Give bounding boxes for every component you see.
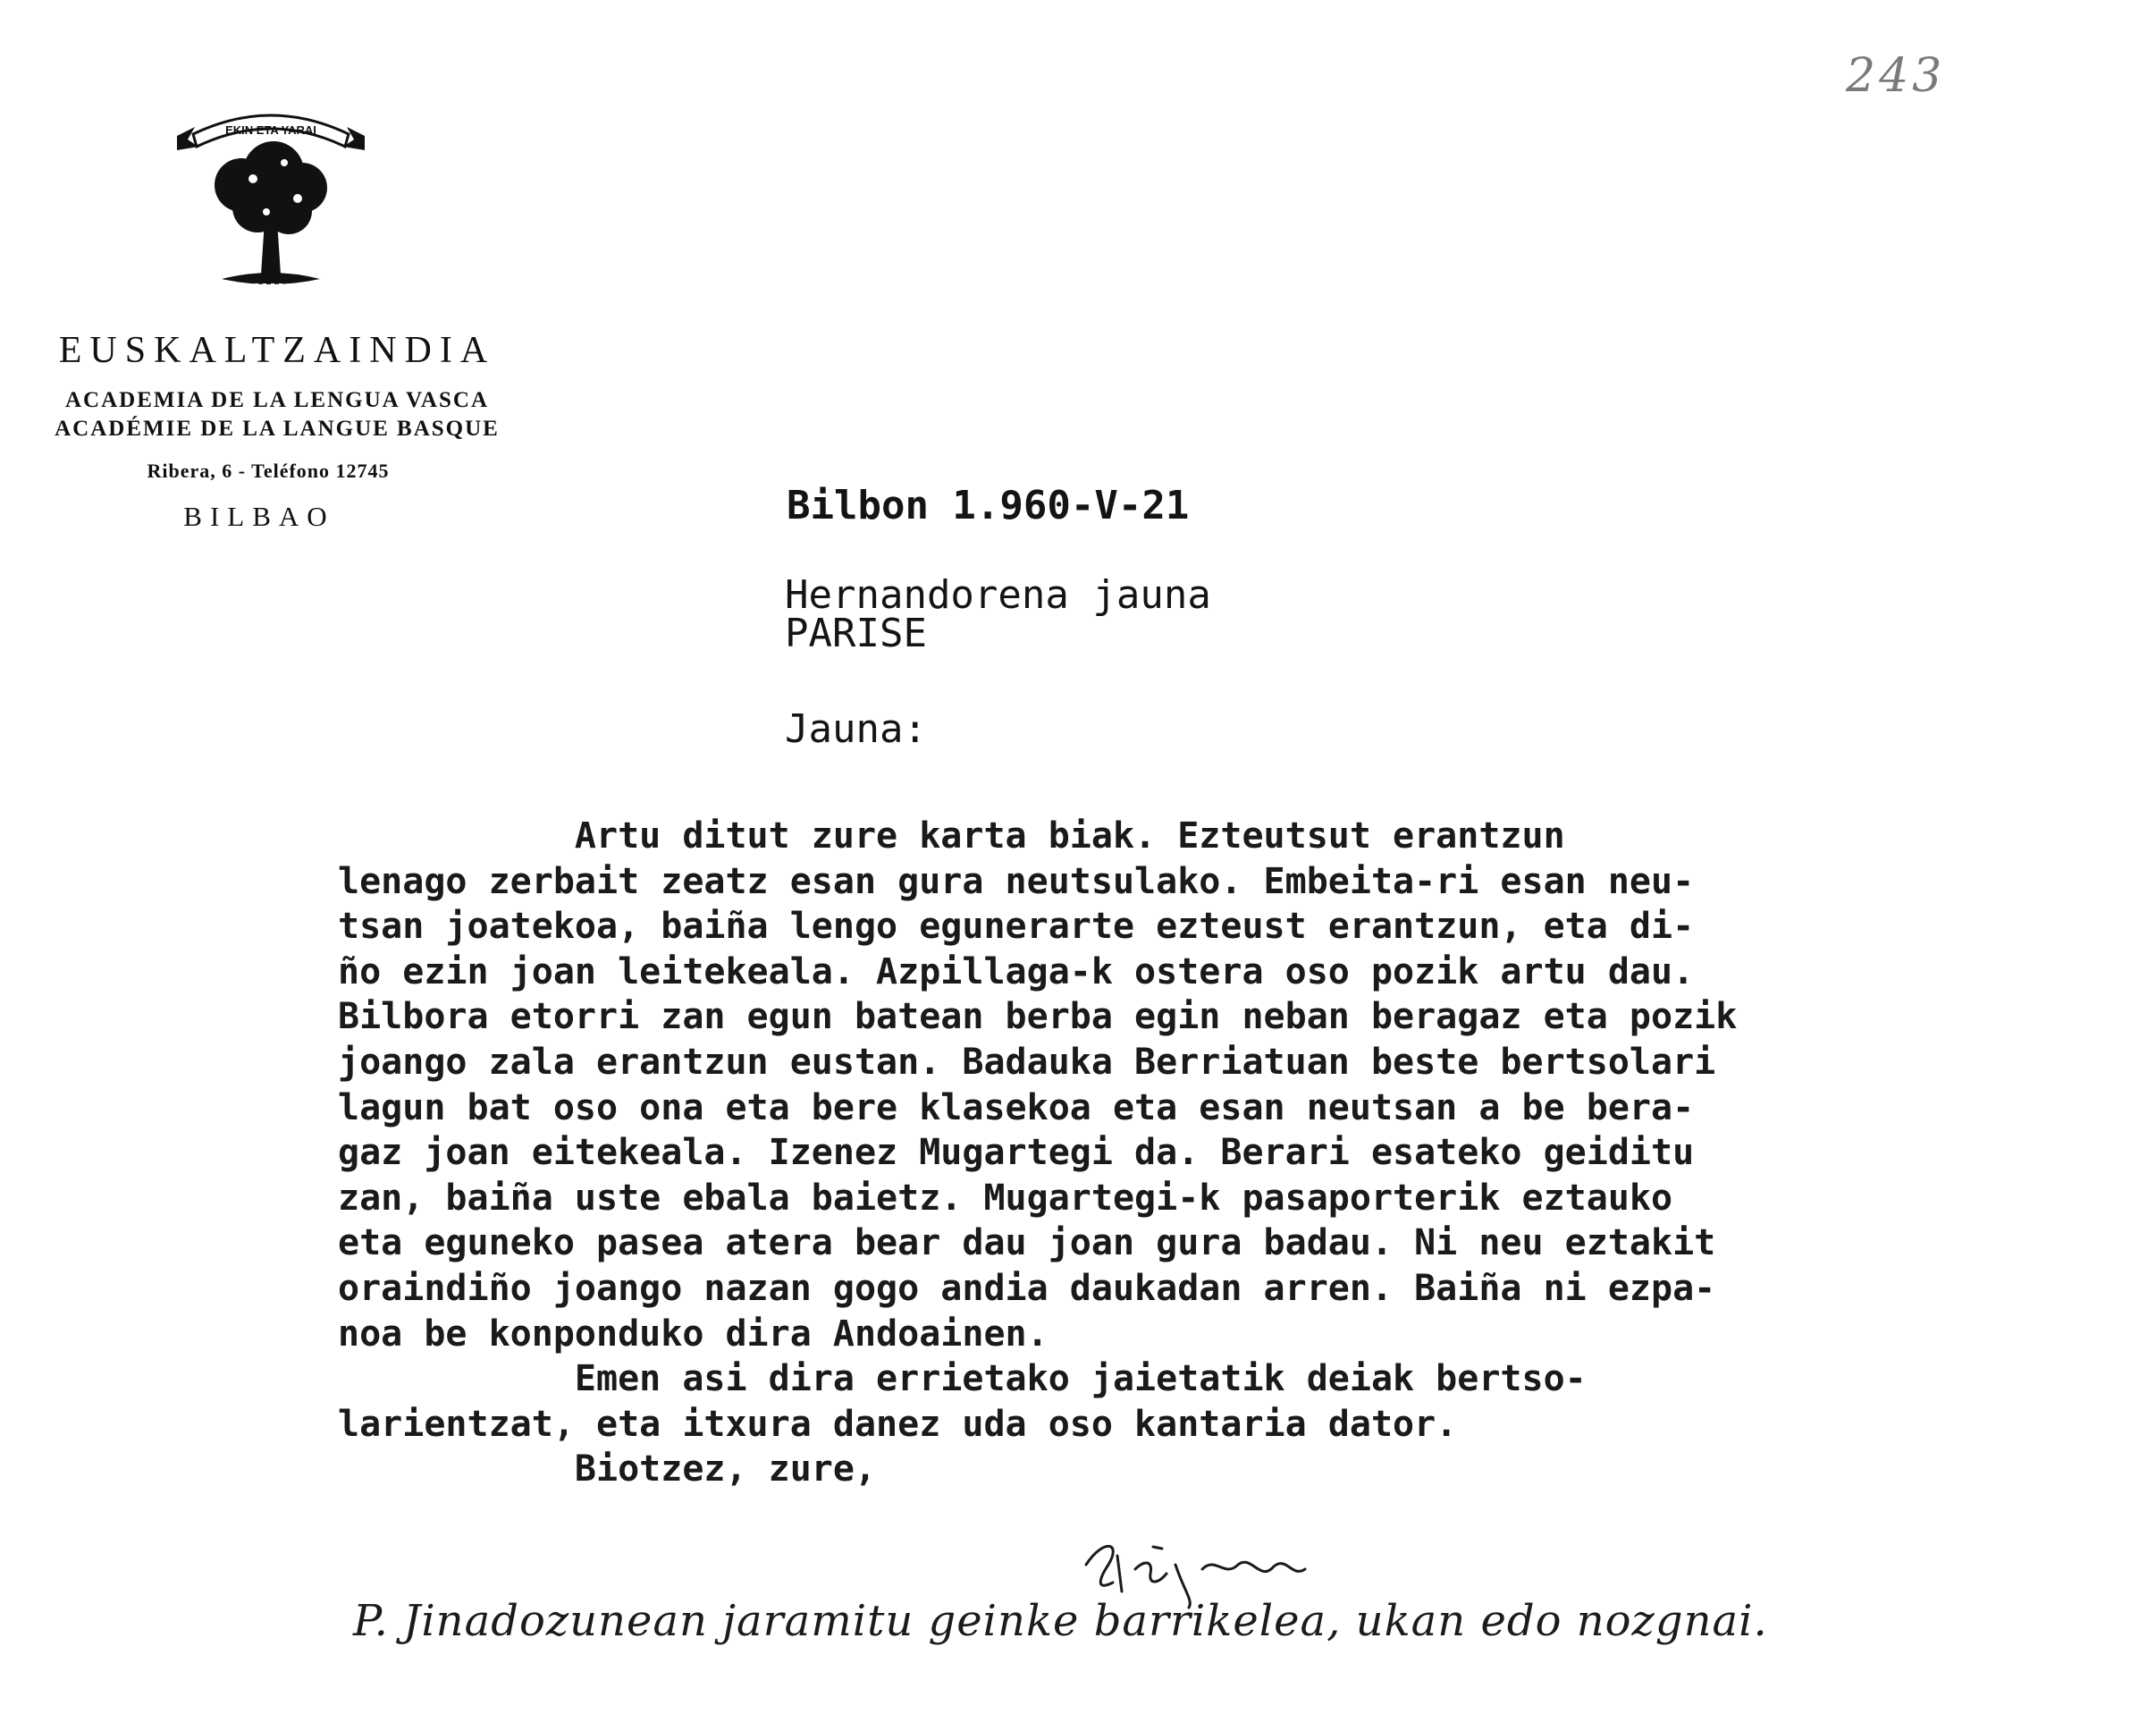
body-line: gaz joan eitekeala. Izenez Mugartegi da. Berari esateko geiditu (338, 1132, 1695, 1174)
handwritten-postscript: P. Jinadozunean jaramitu geinke barrikelea, ukan edo nozgnai. (353, 1596, 1768, 1646)
letterhead (0, 0, 554, 554)
body-line: joango zala erantzun eustan. Badauka Berriatuan beste bertsolari (338, 1041, 1716, 1083)
letter-body (338, 814, 1737, 1492)
emblem-motto: EKIN ETA YARAI (225, 123, 316, 137)
body-line: Bilbora etorri zan egun batean berba egin neban beragaz eta pozik (338, 996, 1738, 1038)
body-line: zan, baiña uste ebala baietz. Mugartegi-k pasaporterik eztauko (338, 1177, 1673, 1219)
body-line: noa be konponduko dira Andoainen. (338, 1313, 1049, 1355)
body-line: lenago zerbait zeatz esan gura neutsulako. Embeita-ri esan neu- (338, 860, 1695, 902)
body-line: larientzat, eta itxura danez uda oso kantaria dator. (338, 1403, 1458, 1445)
body-line: Artu ditut zure karta biak. Ezteutsut erantzun (338, 815, 1565, 857)
body-line: Biotzez, zure, (338, 1448, 877, 1490)
letter-date: Bilbon 1.960-V-21 (787, 483, 1190, 528)
recipient-city: PARISE (785, 611, 927, 656)
academy-city: BILBAO (183, 501, 335, 532)
archive-page-number: 243 (1846, 49, 1946, 103)
academy-address: Ribera, 6 - Teléfono 12745 (147, 460, 390, 482)
body-line: Emen asi dira errietako jaietatik deiak bertso- (338, 1358, 1587, 1400)
body-line: tsan joatekoa, baiña lengo egunerarte ezteust erantzun, eta di- (338, 906, 1695, 948)
recipient-name: Hernandorena jauna (785, 572, 1211, 618)
salutation: Jauna: (785, 706, 927, 752)
academy-subtitle-es: ACADEMIA DE LA LENGUA VASCA (65, 388, 489, 412)
body-line: oraindiño joango nazan gogo andia daukadan arren. Baiña ni ezpa- (338, 1267, 1716, 1309)
body-line: lagun bat oso ona eta bere klasekoa eta esan neutsan a be bera- (338, 1086, 1695, 1128)
body-line: eta eguneko pasea atera bear dau joan gura badau. Ni neu eztakit (338, 1222, 1716, 1264)
academy-name: EUSKALTZAINDIA (58, 330, 496, 371)
academy-subtitle-fr: ACADÉMIE DE LA LANGUE BASQUE (55, 417, 500, 441)
tree-emblem-icon (168, 100, 374, 301)
body-line: ño ezin joan leitekeala. Azpillaga-k ostera oso pozik artu dau. (338, 950, 1695, 992)
